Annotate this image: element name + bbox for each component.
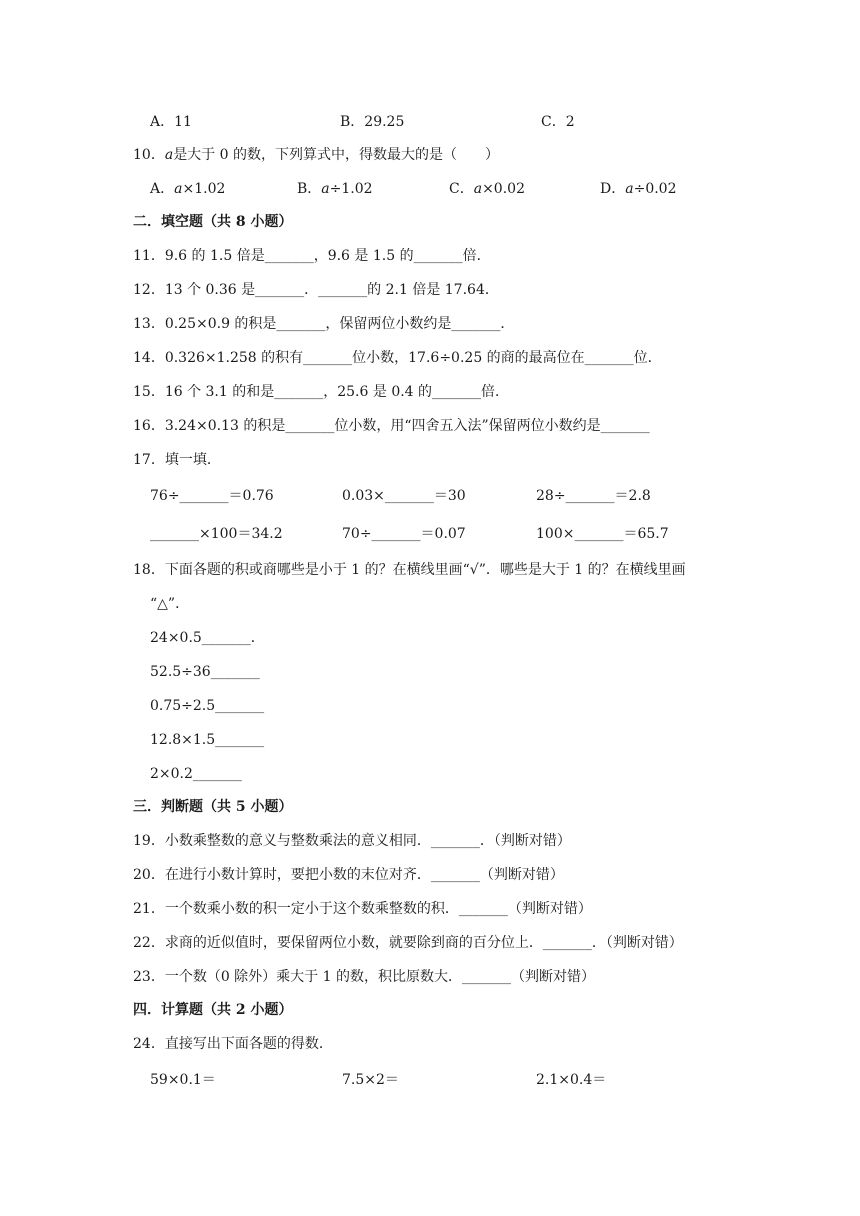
q16-question: 16．3.24×0.13 的积是_______位小数，用“四舍五入法”保留两位小数约是_______ [133, 418, 650, 434]
section-calculation-heading: 四．计算题（共 2 小题） [133, 1002, 293, 1018]
q20-question: 20．在进行小数计算时，要把小数的末位对齐．_______（判断对错） [133, 867, 564, 883]
q9-option-b: B．29.25 [340, 114, 405, 130]
q9-option-c: C．2 [541, 114, 575, 130]
section-fill-in-heading: 二．填空题（共 8 小题） [133, 214, 293, 230]
q10-question [133, 145, 499, 165]
q17-row1-item1: 76÷_______＝0.76 [150, 488, 274, 504]
q24-item3: 2.1×0.4＝ [536, 1072, 607, 1088]
q10-text: 是大于 0 的数，下列算式中，得数最大的是（ ） [173, 147, 499, 163]
q17-row2-item1: _______×100＝34.2 [150, 526, 283, 542]
q10-option-c: C．a×0.02 [449, 181, 525, 197]
q15-question: 15．16 个 3.1 的和是_______，25.6 是 0.4 的_______倍． [133, 384, 510, 400]
q10-variable: a [164, 147, 174, 163]
q18-item: 24×0.5_______． [150, 630, 265, 646]
q10-number: 10． [133, 147, 165, 163]
q24-title: 24．直接写出下面各题的得数． [133, 1036, 333, 1052]
q17-row1-item3: 28÷_______＝2.8 [536, 488, 651, 504]
q18-item: 52.5÷36_______ [150, 664, 260, 680]
q10-option-a: A．a×1.02 [150, 181, 226, 197]
q13-question: 13．0.25×0.9 的积是_______，保留两位小数约是_______． [133, 316, 515, 332]
q24-item1: 59×0.1＝ [150, 1072, 216, 1088]
q17-row2-item3: 100×_______＝65.7 [536, 526, 669, 542]
q18-item: 0.75÷2.5_______ [150, 698, 265, 714]
q22-question: 22．求商的近似值时，要保留两位小数，就要除到商的百分位上．_______．（判断对错） [133, 935, 683, 951]
q17-row2-item2: 70÷_______＝0.07 [342, 526, 466, 542]
q14-question: 14．0.326×1.258 的积有_______位小数，17.6÷0.25 的商的最高位在_______位． [133, 350, 662, 366]
q18-question-line2: “△”． [150, 596, 190, 612]
q21-question: 21．一个数乘小数的积一定小于这个数乘整数的积．_______（判断对错） [133, 901, 592, 917]
q18-item: 2×0.2_______ [150, 766, 242, 782]
q12-question: 12．13 个 0.36 是_______．_______的 2.1 倍是 17.64． [133, 282, 499, 298]
q9-option-a: A．11 [150, 114, 192, 130]
q17-title: 17．填一填． [133, 452, 221, 468]
q10-option-d: D．a÷0.02 [600, 181, 677, 197]
q23-question: 23．一个数（0 除外）乘大于 1 的数，积比原数大．_______（判断对错） [133, 969, 595, 985]
q24-item2: 7.5×2＝ [342, 1072, 399, 1088]
q10-option-b: B．a÷1.02 [297, 181, 373, 197]
section-judgment-heading: 三．判断题（共 5 小题） [133, 799, 293, 815]
q17-row1-item2: 0.03×_______＝30 [342, 488, 466, 504]
q18-item: 12.8×1.5_______ [150, 732, 265, 748]
q19-question: 19．小数乘整数的意义与整数乘法的意义相同．_______．（判断对错） [133, 833, 571, 849]
q11-question: 11．9.6 的 1.5 倍是_______，9.6 是 1.5 的_______倍． [133, 248, 491, 264]
q18-question-line1: 18．下面各题的积或商哪些是小于 1 的？在横线里画“√”．哪些是大于 1 的？在横线里画 [133, 562, 686, 578]
